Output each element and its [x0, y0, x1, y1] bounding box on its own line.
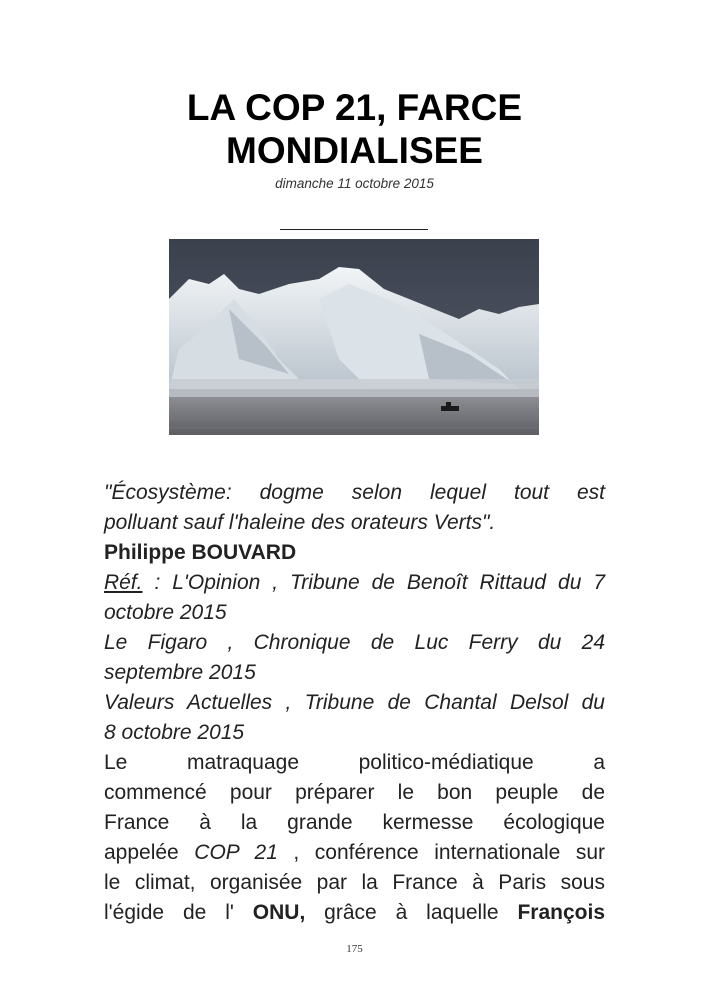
page-number: 175	[346, 943, 363, 955]
article-date: dimanche 11 octobre 2015	[275, 176, 434, 191]
reference-line: Réf. : L'Opinion , Tribune de Benoît Rittaud du 7	[104, 571, 605, 594]
paragraph-line: le climat, organisée par la France à Paris sous	[104, 871, 605, 894]
quote-line: "Écosystème: dogme selon lequel tout est	[104, 481, 605, 504]
paragraph-line: France à la grande kermesse écologique	[104, 811, 605, 834]
reference-line: septembre 2015	[104, 661, 256, 684]
title-line-2: MONDIALISEE	[226, 130, 483, 171]
paragraph-line: commencé pour préparer le bon peuple de	[104, 781, 605, 804]
quote-line: polluant sauf l'haleine des orateurs Verts".	[104, 511, 496, 534]
article-title	[80, 86, 629, 172]
separator-line	[280, 229, 428, 230]
reference-line: 8 octobre 2015	[104, 721, 245, 744]
sea	[169, 397, 539, 435]
paragraph-line: l'égide de l' ONU, grâce à laquelle François	[104, 901, 605, 924]
reference-line: octobre 2015	[104, 601, 227, 624]
reference-line: Le Figaro , Chronique de Luc Ferry du 24	[104, 631, 605, 654]
paragraph-line: Le matraquage politico-médiatique a	[104, 751, 605, 774]
paragraph-line: appelée COP 21 , conférence internationale sur	[104, 841, 606, 864]
quote-author: Philippe BOUVARD	[104, 541, 297, 564]
article-body	[104, 478, 605, 928]
reference-line: Valeurs Actuelles , Tribune de Chantal Delsol du	[104, 691, 605, 714]
reference-label: Réf.	[104, 571, 143, 594]
title-line-1: LA COP 21, FARCE	[186, 87, 523, 128]
icebergs-photo	[169, 239, 539, 435]
